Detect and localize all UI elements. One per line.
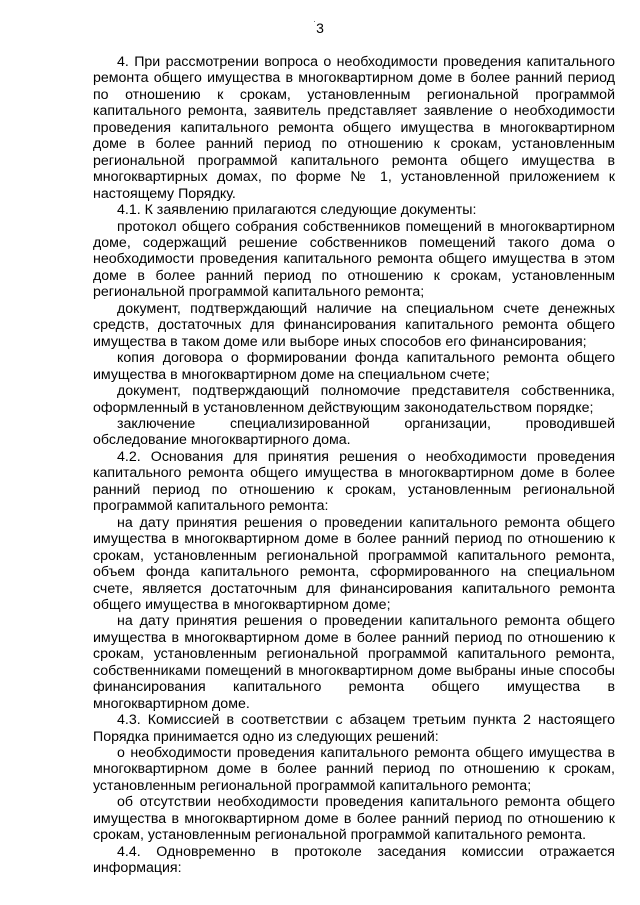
paragraph: 4.3. Комиссией в соответствии с абзацем третьим пункта 2 настоящего Порядка принимается одно из следующих решений: — [93, 712, 615, 745]
paragraph: 4. При рассмотрении вопроса о необходимости проведения капитального ремонта общего имущества в многоквартирном доме в более ранний период по отношению к срокам, установленным региональной программой капитального ремонта, заявитель представляет заявление о необходимости проведения капитального ремонта общего имущества в многоквартирном доме в более ранний период по отношению к срокам, установленным региональной программой капитального ремонта общего имущества в многоквартирных домах, по форме № 1, установленной приложением к настоящему Порядку. — [93, 54, 615, 202]
page-number: 3 — [316, 20, 324, 36]
paragraph: 4.4. Одновременно в протоколе заседания комиссии отражается информация: — [93, 843, 615, 877]
paragraph: копия договора о формировании фонда капитального ремонта общего имущества в многоквартирном доме на специальном счете; — [93, 350, 615, 383]
paragraph: 4.1. К заявлению прилагаются следующие документы: — [117, 202, 477, 219]
paragraph: о необходимости проведения капитального ремонта общего имущества в многоквартирном доме в более ранний период по отношению к срокам, установленным региональной программой капитального ремонта; — [93, 745, 615, 794]
scan-speck: · — [313, 16, 316, 26]
paragraph: на дату принятия решения о проведении капитального ремонта общего имущества в многоквартирном доме в более ранний период по отношению к срокам, установленным региональной программой капитального ремонта, собственниками помещений в многоквартирном доме выбраны иные способы финансирования капитального ремонта общего имущества в многоквартирном доме. — [93, 613, 615, 712]
paragraph: протокол общего собрания собственников помещений в многоквартирном доме, содержащий решение собственников помещений такого дома о необходимости проведения капитального ремонта общего имущества в этом доме в более ранний период по отношению к срокам, установленным региональной программой капитального ремонта; — [93, 218, 615, 301]
body-text — [93, 54, 615, 877]
paragraph: 4.2. Основания для принятия решения о необходимости проведения капитального ремонта общего имущества в многоквартирном доме в более ранний период по отношению к срокам, установленным региональной программой капитального ремонта: — [93, 448, 615, 515]
paragraph: на дату принятия решения о проведении капитального ремонта общего имущества в многоквартирном доме в более ранний период по отношению к срокам, установленным региональной программой капитального ремонта, объем фонда капитального ремонта, сформированного на специальном счете, является достаточным для финансирования капитального ремонта общего имущества в многоквартирном доме; — [93, 514, 615, 613]
paragraph: документ, подтверждающий полномочие представителя собственника, оформленный в установленном действующим законодательством порядке; — [93, 383, 615, 416]
paragraph: заключение специализированной организации, проводившей обследование многоквартирного дома. — [93, 415, 615, 449]
paragraph: документ, подтверждающий наличие на специальном счете денежных средств, достаточных для финансирования капитального ремонта общего имущества в таком доме или выборе иных способов его финансирования; — [93, 300, 615, 350]
paragraph: об отсутствии необходимости проведения капитального ремонта общего имущества в многоквартирном доме в более ранний период по отношению к срокам, установленным региональной программой капитального ремонта. — [93, 794, 615, 844]
